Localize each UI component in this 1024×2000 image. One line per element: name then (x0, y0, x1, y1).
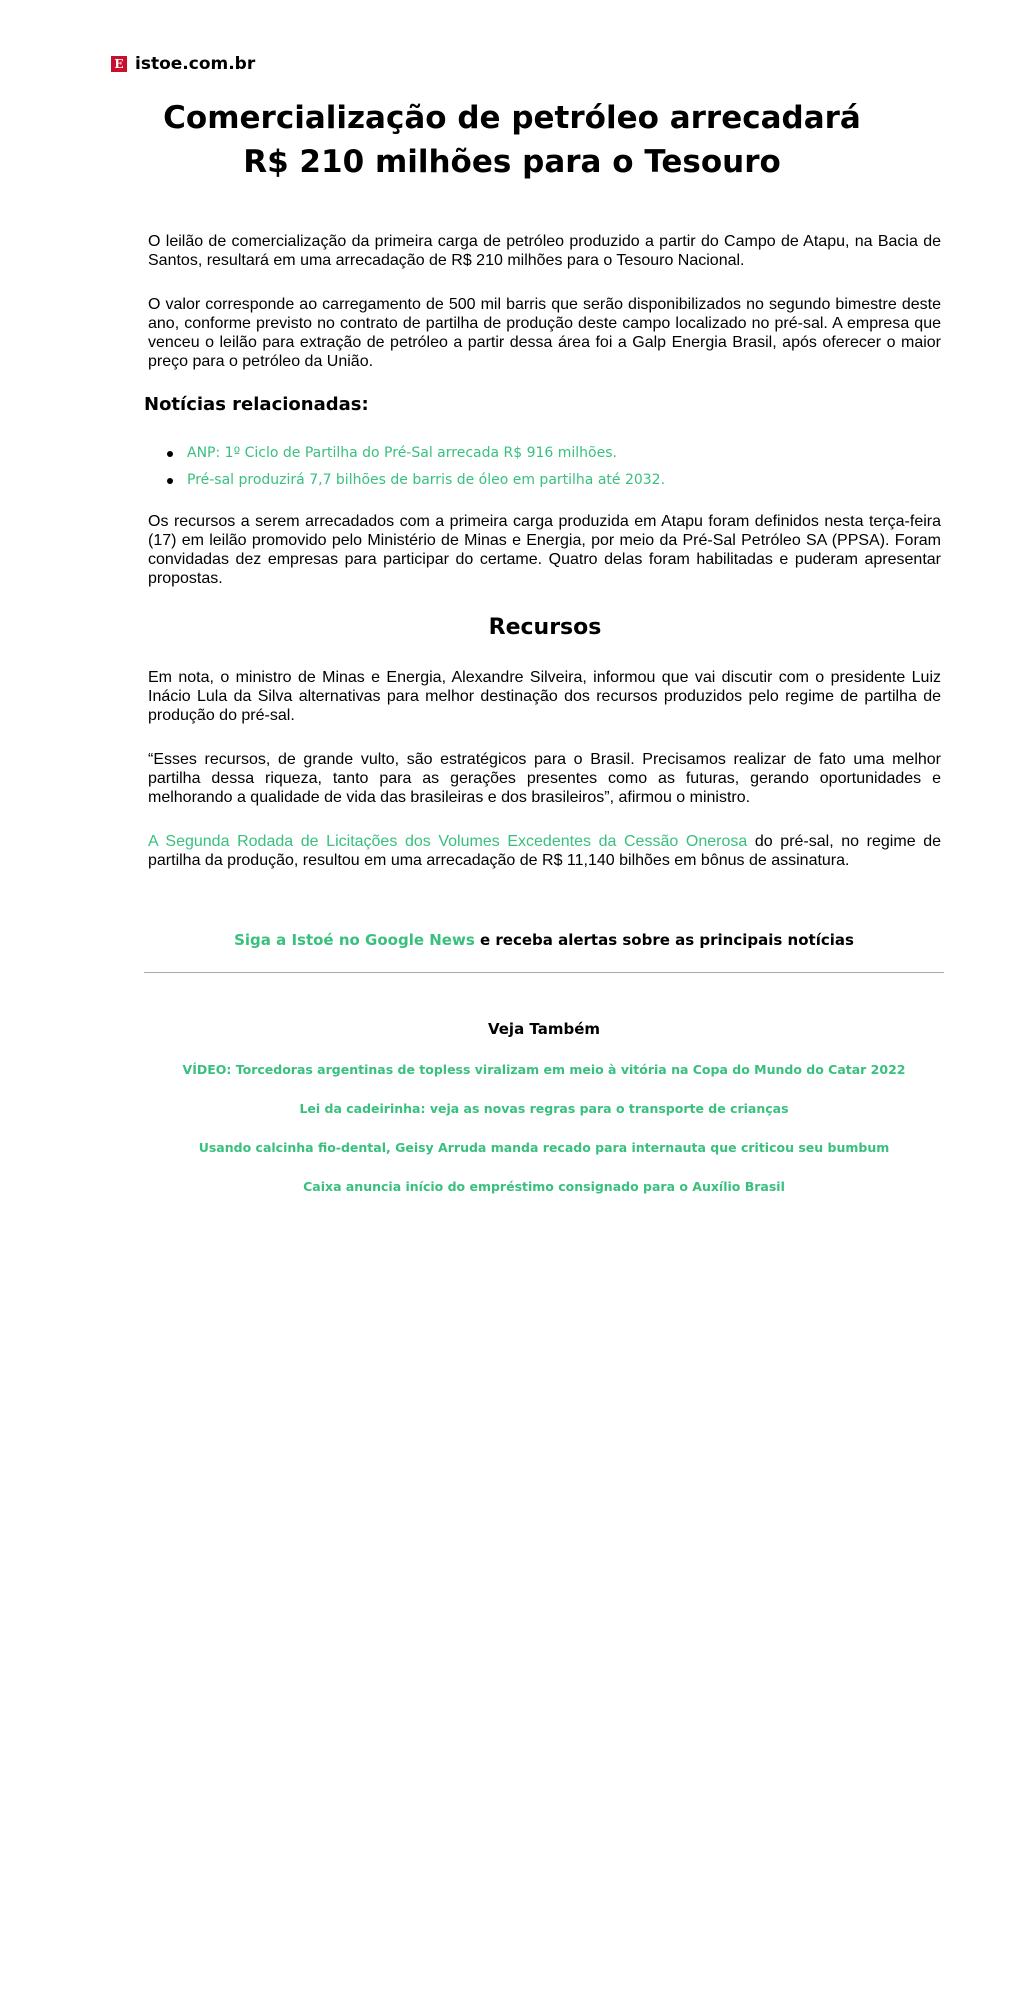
veja-tambem-heading: Veja Também (487, 1020, 601, 1038)
veja-tambem-link[interactable]: Lei da cadeirinha: veja as novas regras para o transporte de crianças (299, 1101, 789, 1116)
veja-tambem-link[interactable]: Usando calcinha fio-dental, Geisy Arruda manda recado para internauta que criticou seu bumbum (198, 1140, 890, 1155)
paragraph-2: O valor corresponde ao carregamento de 500 mil barris que serão disponibilizados no segundo bimestre deste ano, conforme previsto no contrato de partilha de produção deste campo localizado no pré-sal. A empresa que venceu o leilão para extração de petróleo a partir dessa área foi a Galp Energia Brasil, após oferecer o maior preço para o petróleo da União. (148, 296, 941, 370)
section-heading-recursos: Recursos (488, 615, 602, 640)
divider (144, 972, 944, 973)
site-name[interactable]: istoe.com.br (135, 54, 256, 74)
article-title: Comercialização de petróleo arrecadará R$ 210 milhões para o Tesouro (163, 100, 861, 180)
paragraph-3: Os recursos a serem arrecadados com a primeira carga produzida em Atapu foram definidos nesta terça-feira (17) em leilão promovido pelo Ministério de Minas e Energia, por meio da Pré-Sal Petróleo SA (PPSA). Foram convidadas dez empresas para participar do certame. Quatro delas foram habilitadas e puderam apresentar propostas. (148, 513, 941, 587)
google-news-link[interactable]: Siga a Istoé no Google News (234, 931, 475, 949)
google-news-text: e receba alertas sobre as principais notícias (474, 931, 854, 949)
cessao-onerosa-link[interactable]: A Segunda Rodada de Licitações dos Volumes Excedentes da Cessão Onerosa (148, 833, 748, 850)
related-news-item[interactable]: ANP: 1º Ciclo de Partilha do Pré-Sal arrecada R$ 916 milhões. (167, 440, 665, 467)
bullet-icon (167, 478, 173, 484)
paragraph-6-text: do pré-sal, no regime de partilha da produção, resultou em uma arrecadação de R$ 11,140 bilhões em bônus de assinatura. (148, 833, 942, 869)
paragraph-1: O leilão de comercialização da primeira carga de petróleo produzido a partir do Campo de Atapu, na Bacia de Santos, resultará em uma arrecadação de R$ 210 milhões para o Tesouro Nacional. (148, 233, 941, 269)
paragraph-5: “Esses recursos, de grande vulto, são estratégicos para o Brasil. Precisamos realizar de fato uma melhor partilha dessa riqueza, tanto para as gerações presentes como as futuras, gerando oportunidades e melhorando a qualidade de vida das brasileiras e dos brasileiros”, afirmou o ministro. (148, 751, 941, 806)
paragraph-6 (148, 832, 941, 870)
related-news-heading: Notícias relacionadas: (144, 394, 369, 415)
bullet-icon (167, 451, 173, 457)
google-news-promo (144, 931, 944, 949)
paragraph-4: Em nota, o ministro de Minas e Energia, Alexandre Silveira, informou que vai discutir com o presidente Luiz Inácio Lula da Silva alternativas para melhor destinação dos recursos produzidos pelo regime de partilha de produção do pré-sal. (148, 669, 941, 724)
veja-tambem-list (144, 1060, 944, 1216)
related-news-list (167, 440, 665, 494)
site-header[interactable] (111, 54, 255, 74)
veja-tambem-link[interactable]: Caixa anuncia início do empréstimo consignado para o Auxílio Brasil (303, 1179, 785, 1194)
istoe-logo-icon: E (111, 56, 127, 72)
veja-tambem-link[interactable]: VÍDEO: Torcedoras argentinas de topless viralizam em meio à vitória na Copa do Mundo do Catar 2022 (182, 1062, 906, 1077)
related-news-item[interactable]: Pré-sal produzirá 7,7 bilhões de barris de óleo em partilha até 2032. (167, 467, 665, 494)
